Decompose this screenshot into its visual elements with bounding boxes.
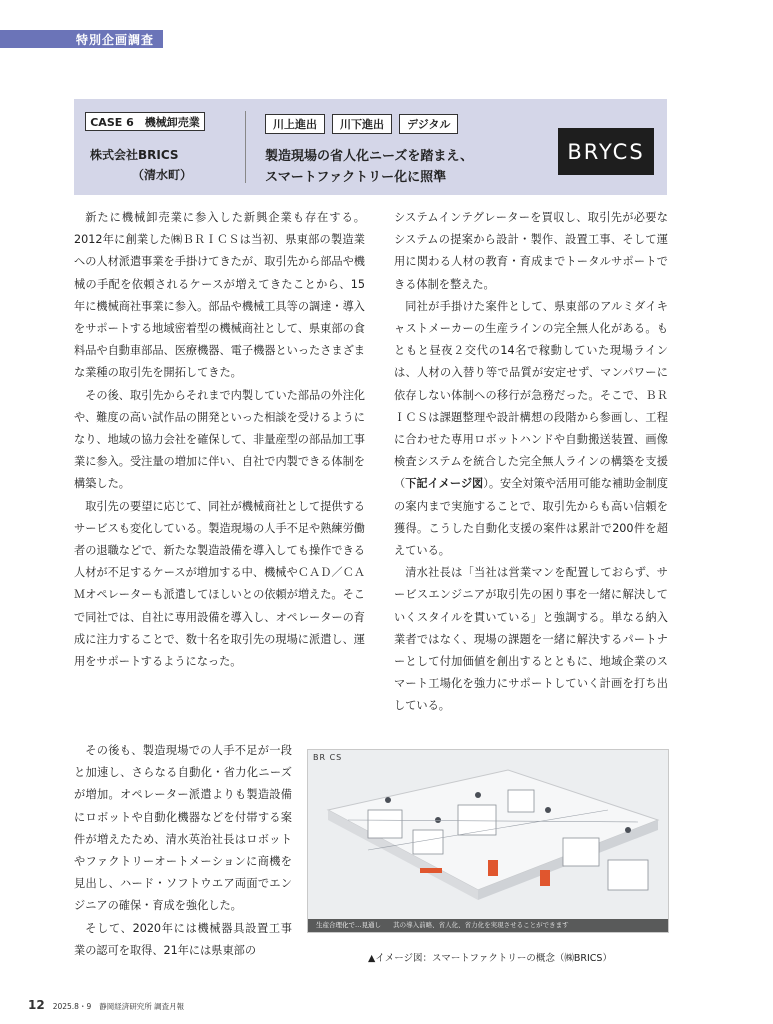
figure-note: [308, 919, 669, 932]
issue-date: 2025.8・9: [52, 1002, 92, 1011]
tag-upstream: 川上進出: [265, 114, 325, 134]
headline-line-2: スマートファクトリー化に照準: [265, 170, 447, 185]
figure-note-title: 生産合理化で…見通し: [316, 921, 381, 929]
paragraph-text: ）。安全対策や活用可能な補助金制度の案内まで実施することで、取引先からも高い信頼を獲得。こうした自動化支援の案件は累計で200件を超えている。: [394, 477, 668, 558]
factory-floor-drawing: [308, 750, 668, 932]
page-footer: [28, 998, 184, 1012]
figure-caption: ▲イメージ図：スマートファクトリーの概念（㈱BRICS）: [368, 953, 612, 964]
paragraph: 清水社長は「当社は営業マンを配置しておらず、サービスエンジニアが取引先の困り事を一緒に解決していくスタイルを貫いている」と強調する。単なる納入業者ではなく、現場の課題を一緒に解決するパートナーとして付加価値を創出するとともに、地域企業のスマート工場化を強力にサポートしていく計画を打ち出している。: [394, 566, 668, 713]
headline-line-1: 製造現場の省人化ニーズを踏まえ、: [265, 149, 474, 164]
page-number: 12: [28, 998, 45, 1012]
company-block: [90, 145, 192, 185]
paragraph: システムインテグレーターを買収し、取引先が必要なシステムの提案から設計・製作、設置工事、そして運用に関わる人材の教育・育成までトータルサポートできる体制を整えた。: [394, 211, 668, 291]
brics-logo: BRYCS: [558, 128, 654, 175]
case-headline: [265, 146, 473, 188]
paragraph: その後も、製造現場での人手不足が一段と加速し、さらなる自動化・省力化ニーズが増加。オペレーター派遣よりも製造設備にロボットや自動化機器などを付帯する案件が増えたため、清水英治社長はロボットやファクトリーオートメーションに商機を見出し、ハード・ソフトウエア両面でエンジニアの確保・育成を強化した。: [74, 744, 292, 913]
article-column-left: [74, 207, 365, 673]
company-location: （清水町）: [132, 168, 193, 182]
case-tag: CASE 6 機械卸売業: [85, 112, 205, 131]
company-name: 株式会社BRICS: [90, 148, 179, 162]
article-column-right: [394, 207, 668, 718]
smart-factory-illustration: [307, 749, 669, 933]
figure-note-sub: 其の導入前略、省人化、省力化を実現させることができます: [393, 921, 569, 929]
figure-logo: BR︎ CS: [313, 753, 343, 762]
section-title: 特別企画調査: [76, 32, 155, 47]
paragraph-text: 同社が手掛けた案件として、県東部のアルミダイキャストメーカーの生産ラインの完全無人化がある。もともと昼夜２交代の14名で稼動していた現場ラインは、人材の入替り等で品質が安定せず、マンパワーに依存しない体制への移行が急務だった。そこで、ＢＲＩＣＳは課題整理や設計構想の段階から参画し、工程に合わせた専用ロボットハンドや自動搬送装置、画像検査システムを統合した完全無人ラインの構築を支援（: [394, 299, 668, 491]
paragraph: 取引先の要望に応じて、同社が機械商社として提供するサービスも変化している。製造現場の人手不足や熟練労働者の退職などで、新たな製造設備を導入しても操作できる人材が不足するケースが増加する中、機械やＣＡＤ／ＣＡＭオペレーターも派遣してほしいとの依頼が増えた。そこで同社では、自社に専用設備を導入し、オペレーターの育成に注力することで、数十名を取引先の現場に派遣し、運用をサポートするようになった。: [74, 499, 365, 669]
case-tags: [265, 114, 458, 134]
section-header-bar: [0, 30, 163, 48]
figure-reference: 下記イメージ図: [405, 477, 484, 491]
paragraph: そして、2020年には機械器具設置工事業の認可を取得、21年には県東部の: [74, 921, 292, 957]
paragraph: [394, 296, 668, 562]
tag-digital: デジタル: [399, 114, 458, 134]
publisher-name: 静岡経済研究所 調査月報: [99, 1002, 185, 1011]
article-column-left-lower: [74, 740, 292, 962]
case-header-box: [74, 99, 667, 195]
tag-downstream: 川下進出: [332, 114, 392, 134]
paragraph: 新たに機械卸売業に参入した新興企業も存在する。2012年に創業した㈱ＢＲＩＣＳは当初、県東部の製造業への人材派遣事業を手掛けてきたが、取引先から部品や機械の手配を依頼されるケースが増えてきたことから、15年に機械商社事業に参入。部品や機械工具等の調達・導入をサポートする地域密着型の機械商社として、県東部の食料品や自動車部品、医療機器、電子機器といったさまざまな業種の取引先を開拓してきた。: [74, 211, 365, 380]
case-divider: [245, 111, 246, 183]
paragraph: その後、取引先からそれまで内製していた部品の外注化や、難度の高い試作品の開発といった相談を受けるようになり、地域の協力会社を確保して、非量産型の部品加工事業に参入。受注量の増加に伴い、自社で内製できる体制を構築した。: [74, 388, 365, 491]
